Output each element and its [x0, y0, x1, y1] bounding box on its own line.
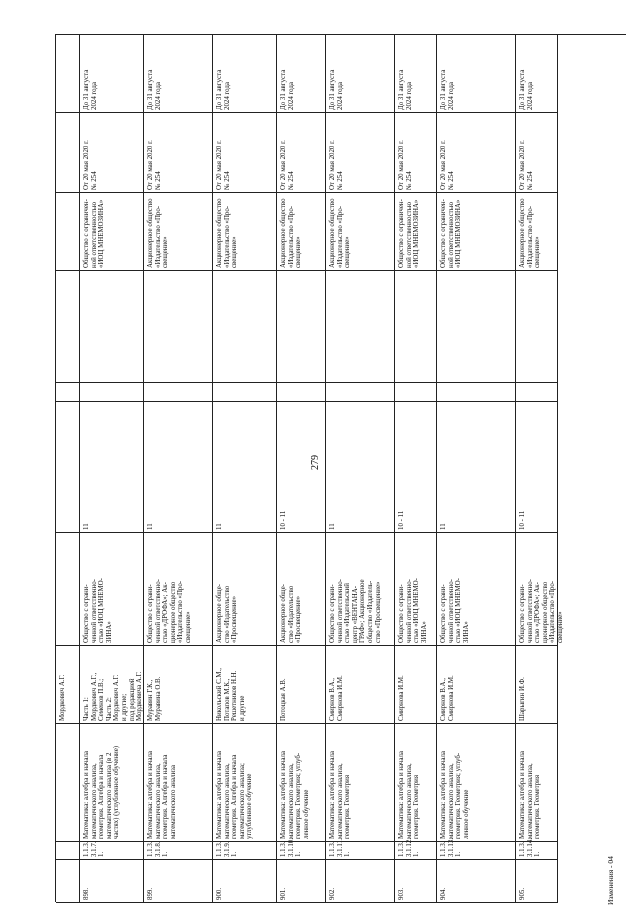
table-cell-grade: [144, 402, 213, 533]
table-cell-publisher: [395, 193, 437, 271]
table-cell-order: [516, 113, 558, 193]
table-cell-publisher: [213, 193, 277, 271]
cell-text: От 20 мая 2020 г. № 254: [280, 140, 295, 190]
cell-text: Математика: алгебра и начала математического анализа, геометрия. Геометрия: [519, 751, 542, 839]
cell-text: Общество с ограни- ченной ответственно- стью «ДРОФА»; Ак- ционерное общество «Издательство «Про- свещение»: [519, 579, 564, 643]
cell-text: Общество с ограничен- ной ответственностью «ИОЦ МНЕМОЗИНА»: [440, 199, 463, 268]
cell-text: 899.: [147, 887, 154, 900]
table-cell-code: [56, 842, 80, 860]
cell-text: До 31 августа 2024 года: [329, 69, 344, 110]
table-cell-grade: [326, 402, 395, 533]
cell-text: Смирнова И.М.: [398, 675, 405, 721]
table-cell-col8: [277, 271, 326, 383]
cell-text: От 20 мая 2020 г. № 254: [83, 140, 98, 190]
table-cell-title: [437, 724, 516, 842]
table-cell-col8: [326, 271, 395, 383]
table-cell-publisher-short: [80, 533, 144, 646]
table-cell-publisher-short: [516, 533, 564, 646]
table-cell-title: [213, 724, 277, 842]
table-cell-code: [144, 842, 213, 860]
cell-text: От 20 мая 2020 г. № 254: [519, 140, 534, 190]
table-cell-publisher-short: [56, 533, 80, 646]
cell-text: 11: [147, 523, 154, 530]
table-cell-col8: [395, 271, 437, 383]
table-cell-publisher: [516, 193, 558, 271]
page-number: 279: [310, 455, 321, 470]
cell-text: Акционерное общество «Издательство «Про- свещение»: [280, 198, 303, 268]
table-cell-title: [277, 724, 326, 842]
table-cell-col7: [437, 383, 516, 402]
table-cell-term: [326, 35, 395, 113]
cell-text: 900.: [216, 887, 223, 900]
table-cell-authors: [56, 646, 80, 724]
table-cell-order: [437, 113, 516, 193]
table-cell-code: [277, 838, 326, 860]
cell-text: До 31 августа 2024 года: [83, 69, 98, 110]
cell-text: От 20 мая 2020 г. № 254: [329, 140, 344, 190]
cell-text: От 20 мая 2020 г. № 254: [440, 140, 455, 190]
table-cell-grade: [516, 402, 558, 533]
cell-text: До 31 августа 2024 года: [280, 69, 295, 110]
cell-text: Никольский С.М., Потапов М.К., Решетников Н.Н. и другие: [216, 668, 246, 721]
table-cell-authors: [326, 646, 395, 724]
table-cell-col7: [277, 383, 326, 402]
cell-text: 10 - 11: [398, 510, 405, 530]
table-cell-publisher: [144, 193, 213, 271]
cell-text: Математика: алгебра и начала математического анализа, геометрия. Геометрия: [329, 751, 352, 839]
cell-text: 11: [329, 523, 336, 530]
table-cell-order: [56, 113, 80, 193]
table-cell-num: [144, 860, 213, 903]
cell-text: Акционерное общество «Издательство «Про- свещение»: [216, 198, 239, 268]
table-cell-term: [395, 35, 437, 113]
cell-text: Акционерное общество «Издательство «Про- свещение»: [519, 198, 542, 268]
cell-text: Общество с ограничен- ной ответственностью «ИОЦ МНЕМОЗИНА»: [398, 199, 421, 268]
table-cell-code: [80, 842, 144, 860]
table-cell-authors: [213, 646, 277, 724]
cell-text: 902.: [329, 887, 336, 900]
cell-text: Общество с ограни- ченной ответственно- стью «ИОЦ МНЕМО- ЗИНА»: [83, 578, 113, 643]
table-cell-col8: [56, 271, 80, 383]
table-cell-publisher-short: [395, 533, 437, 646]
cell-text: До 31 августа 2024 года: [216, 69, 231, 110]
table-cell-num: [56, 860, 80, 903]
table-cell-col7: [395, 383, 437, 402]
table-cell-publisher-short: [144, 533, 213, 646]
table-cell-num: [516, 860, 558, 903]
cell-text: 1.1.3. 3.1.11. 1.: [329, 838, 352, 857]
table-cell-publisher: [56, 193, 80, 271]
textbook-table: [55, 34, 626, 902]
cell-text: Общество с ограни- ченной ответственно- стью «ДРОФА»; Ак- ционерное общество «Издательство «Про- свещение»: [147, 579, 192, 643]
table-cell-col8: [80, 271, 144, 383]
table-cell-col7: [326, 383, 395, 402]
table-cell-order: [144, 113, 213, 193]
table-cell-num: [395, 860, 437, 903]
table-cell-title: [80, 724, 144, 842]
cell-text: 1.1.3. 3.1.14. 1.: [519, 838, 542, 857]
table-cell-term: [144, 35, 213, 113]
table-cell-col8: [437, 271, 516, 383]
cell-text: Математика: алгебра и начала математического анализа, геометрия. Алгебра и начала математического анализа (в 2 частях) (углубленное обучение): [83, 745, 121, 839]
cell-text: 898.: [83, 887, 90, 900]
table-cell-publisher: [277, 193, 326, 271]
cell-text: Акционерное обще- ство «Издательство «Просвещение»: [216, 584, 239, 643]
cell-text: 10 - 11: [280, 510, 287, 530]
cell-text: Смирнов В.А., Смирнова И.М.: [440, 675, 455, 721]
table-cell-grade: [395, 402, 437, 533]
cell-text: 11: [216, 523, 223, 530]
table-cell-publisher-short: [213, 533, 277, 646]
table-cell-publisher-short: [326, 533, 395, 646]
cell-text: До 31 августа 2024 года: [519, 69, 534, 110]
table-cell-grade: [213, 402, 277, 533]
cell-text: До 31 августа 2024 года: [147, 69, 162, 110]
table-cell-authors: [516, 646, 558, 724]
table-cell-col7: [516, 383, 558, 402]
cell-text: Шарыгин И.Ф.: [519, 677, 526, 721]
table-cell-code: [213, 842, 277, 860]
table-cell-term: [213, 35, 277, 113]
cell-text: Часть 1: Мордкович А.Г., Семенов П.В.; Часть 2: Мордкович А.Г. и другие; под редакцией Мордковича А.Г.: [83, 671, 144, 721]
table-cell-term: [80, 35, 144, 113]
cell-text: От 20 мая 2020 г. № 254: [147, 140, 162, 190]
table-cell-authors: [395, 646, 437, 724]
table-cell-order: [326, 113, 395, 193]
table-cell-publisher-short: [437, 533, 516, 646]
cell-text: Мордкович А.Г.: [59, 674, 66, 721]
table-cell-title: [395, 724, 437, 842]
cell-text: Математика: алгебра и начала математического анализа, геометрия. Алгебра и начала математического анализа: [147, 751, 177, 839]
table-cell-col8: [516, 271, 558, 383]
table-cell-publisher: [326, 193, 395, 271]
table-cell-code: [516, 838, 558, 860]
table-cell-grade: [277, 402, 326, 533]
cell-text: 10 - 11: [519, 510, 526, 530]
cell-text: Акционерное обще- ство «Издательство «Просвещение»: [280, 584, 303, 643]
table-cell-authors: [144, 646, 213, 724]
cell-text: 1.1.3. 3.1.9. 1.: [216, 841, 239, 857]
table-cell-publisher-short: [277, 533, 326, 646]
cell-text: Общество с ограни- ченной ответственно- стью «ИОЦ МНЕМО- ЗИНА»: [440, 578, 470, 643]
cell-text: 1.1.3. 3.1.12. 1.: [398, 838, 421, 857]
cell-text: Общество с ограни- ченной ответственно- стью «Издательский центр «ВЕНТАНА- ГРАФ»; Акционерное общество «Издатель- ство «Просвещение»: [329, 579, 382, 643]
cell-text: Математика: алгебра и начала математического анализа, геометрия. Геометрия; углуб- ленное обучение: [440, 751, 470, 839]
table-cell-col8: [213, 271, 277, 383]
table-cell-term: [56, 35, 80, 113]
cell-text: 904.: [440, 887, 447, 900]
table-cell-publisher: [437, 193, 516, 271]
table-cell-title: [56, 724, 80, 842]
table-cell-num: [437, 860, 516, 903]
cell-text: Математика: алгебра и начала математического анализа, геометрия. Алгебра и начала математического анализа; углубленное обучение: [216, 751, 254, 839]
table-cell-grade: [437, 402, 516, 533]
cell-text: 1.1.3. 3.1.8. 1.: [147, 841, 170, 857]
table-cell-col7: [80, 383, 144, 402]
table-cell-col7: [144, 383, 213, 402]
table-cell-title: [516, 724, 558, 842]
cell-text: 901.: [280, 887, 287, 900]
cell-text: 1.1.3. 3.1.13. 1.: [440, 838, 463, 857]
table-cell-num: [326, 860, 395, 903]
table-cell-grade: [56, 402, 80, 533]
table-cell-num: [80, 860, 144, 903]
table-cell-order: [213, 113, 277, 193]
cell-text: Математика: алгебра и начала математического анализа, геометрия. Геометрия: [398, 751, 421, 839]
table-cell-order: [395, 113, 437, 193]
cell-text: 1.1.3. 3.1.7. 1.: [83, 841, 106, 857]
table-cell-authors: [80, 646, 144, 724]
table-cell-title: [326, 724, 395, 842]
cell-text: От 20 мая 2020 г. № 254: [216, 140, 231, 190]
table-cell-order: [277, 113, 326, 193]
table-cell-col7: [56, 383, 80, 402]
table-cell-col8: [144, 271, 213, 383]
table-cell-term: [277, 35, 326, 113]
table-cell-grade: [80, 402, 144, 533]
cell-text: Математика: алгебра и начала математического анализа, геометрия. Геометрия; углуб- ленное обучение: [280, 751, 310, 839]
table-cell-term: [516, 35, 558, 113]
table-cell-order: [80, 113, 144, 193]
cell-text: До 31 августа 2024 года: [440, 69, 455, 110]
table-cell-term: [437, 35, 516, 113]
table-cell-num: [213, 860, 277, 903]
cell-text: От 20 мая 2020 г. № 254: [398, 140, 413, 190]
cell-text: До 31 августа 2024 года: [398, 69, 413, 110]
table-cell-col7: [213, 383, 277, 402]
cell-text: 11: [83, 523, 90, 530]
cell-text: 905.: [519, 887, 526, 900]
cell-text: 903.: [398, 887, 405, 900]
table-cell-code: [326, 838, 395, 860]
table-cell-code: [395, 838, 437, 860]
cell-text: Муравин Г.К., Муравина О.В.: [147, 676, 162, 721]
footer-note: Изменения - 04: [606, 856, 615, 905]
cell-text: Общество с ограничен- ной ответственностью «ИОЦ МНЕМОЗИНА»: [83, 199, 106, 268]
table-cell-title: [144, 724, 213, 842]
table-cell-num: [277, 860, 326, 903]
table-cell-authors: [277, 646, 326, 724]
cell-text: Акционерное общество «Издательство «Про- свещение»: [329, 198, 352, 268]
cell-text: 11: [440, 523, 447, 530]
table-cell-code: [437, 838, 516, 860]
cell-text: Потоцкая А.В.: [280, 678, 287, 721]
cell-text: 1.1.3. 3.1.10. 1.: [280, 838, 303, 857]
table-cell-authors: [437, 646, 516, 724]
cell-text: Акционерное общество «Издательство «Про- свещение»: [147, 198, 170, 268]
table-cell-publisher: [80, 193, 144, 271]
cell-text: Смирнов В.А., Смирнова И.М.: [329, 675, 344, 721]
cell-text: Общество с ограни- ченной ответственно- стью «ИОЦ МНЕМО- ЗИНА»: [398, 578, 428, 643]
